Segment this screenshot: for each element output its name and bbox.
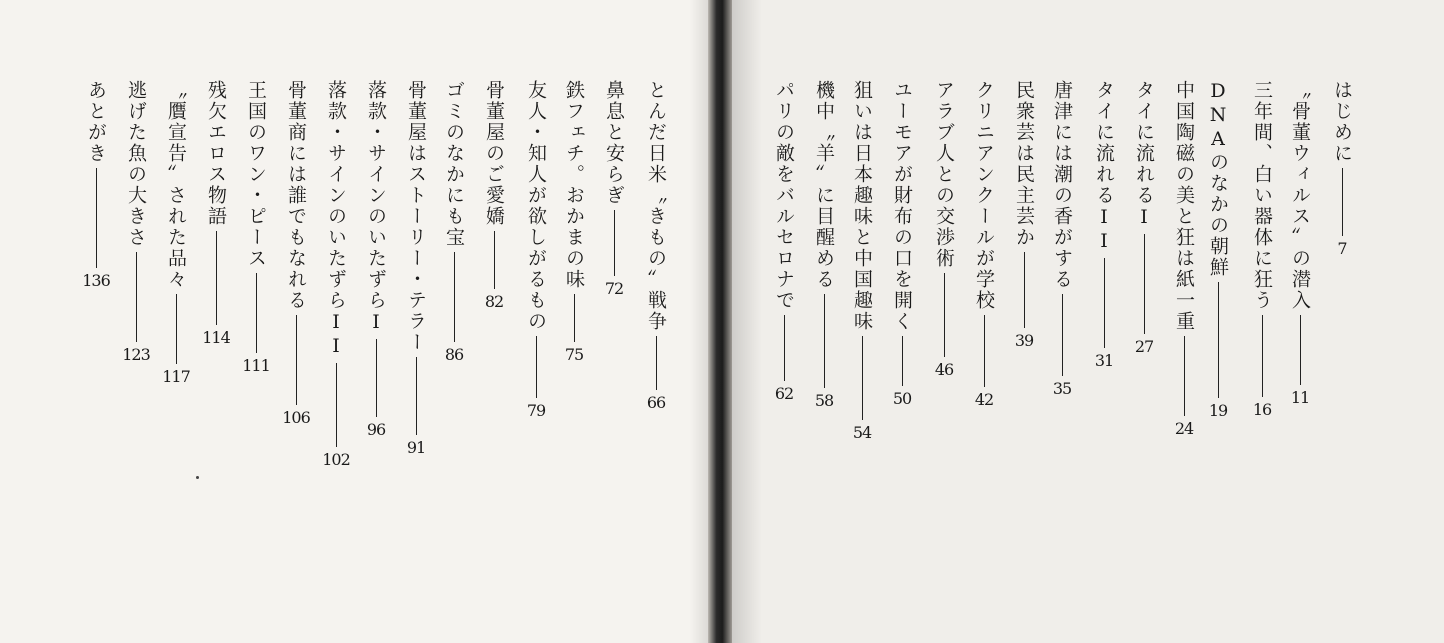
toc-entry xyxy=(520,80,552,420)
toc-entry xyxy=(280,80,312,427)
toc-entry-page: 82 xyxy=(484,292,504,311)
book-spine-gutter xyxy=(708,0,732,643)
toc-entry-page: 46 xyxy=(934,360,954,379)
toc-leader-line xyxy=(1218,282,1219,398)
toc-entry-page: 106 xyxy=(282,408,310,427)
toc-leader-line xyxy=(614,210,615,276)
toc-entry-page: 75 xyxy=(564,345,584,364)
toc-leader-line xyxy=(336,363,337,447)
toc-entry xyxy=(438,80,470,364)
toc-entry-page: 91 xyxy=(406,438,426,457)
toc-leader-line xyxy=(1144,234,1145,334)
toc-entry-title: 〝骨董ウィルス〟の潜入 xyxy=(1289,80,1311,311)
toc-leader-line xyxy=(1104,258,1105,348)
toc-leader-line xyxy=(536,336,537,398)
right-page xyxy=(732,0,1444,643)
toc-entry-title: 骨董屋はストーリー・テラー xyxy=(405,80,427,353)
toc-entry xyxy=(1008,80,1040,350)
toc-leader-line xyxy=(1184,336,1185,416)
toc-entry xyxy=(968,80,1000,409)
toc-leader-line xyxy=(574,294,575,342)
toc-entry-page: 66 xyxy=(646,393,666,412)
toc-leader-line xyxy=(784,315,785,381)
toc-entry-page: 19 xyxy=(1208,401,1228,420)
right-page-gutter-shadow xyxy=(732,0,762,643)
toc-entry xyxy=(768,80,800,403)
toc-entry xyxy=(1326,80,1358,258)
toc-leader-line xyxy=(296,315,297,405)
toc-entry-page: 54 xyxy=(852,423,872,442)
left-page xyxy=(0,0,708,643)
toc-entry-title: 民衆芸は民主芸か xyxy=(1013,80,1035,248)
toc-entry-title: 唐津には潮の香がする xyxy=(1051,80,1073,290)
toc-leader-line xyxy=(1024,252,1025,328)
toc-entry xyxy=(80,80,112,290)
left-page-gutter-shadow xyxy=(690,0,708,643)
toc-entry xyxy=(1284,80,1316,407)
toc-entry-page: 117 xyxy=(162,367,190,386)
toc-leader-line xyxy=(136,252,137,342)
toc-entry-title: とんだ日米〝きもの〟戦争 xyxy=(645,80,667,332)
toc-entry-title: 骨董屋のご愛嬌 xyxy=(483,80,505,227)
toc-entry-title: パリの敵をバルセロナで xyxy=(773,80,795,311)
toc-entry-title: 三年間、白い器体に狂う xyxy=(1251,80,1273,311)
toc-entry-title: 友人・知人が欲しがるもの xyxy=(525,80,547,332)
toc-entry xyxy=(598,80,630,298)
toc-entry xyxy=(240,80,272,375)
toc-entry xyxy=(640,80,672,412)
toc-entry xyxy=(160,80,192,386)
toc-entry xyxy=(200,80,232,347)
toc-leader-line xyxy=(454,252,455,342)
toc-entry-title: DNAのなかの朝鮮 xyxy=(1207,80,1229,278)
toc-entry-title: 機中〝羊〟に目醒める xyxy=(813,80,835,290)
toc-entry xyxy=(360,80,392,439)
toc-entry-title: 骨董商には誰でもなれる xyxy=(285,80,307,311)
toc-leader-line xyxy=(96,168,97,268)
toc-entry-title: 中国陶磁の美と狂は紙一重 xyxy=(1173,80,1195,332)
toc-leader-line xyxy=(656,336,657,390)
toc-leader-line xyxy=(1262,315,1263,397)
toc-entry-title: はじめに xyxy=(1331,80,1353,164)
toc-entry xyxy=(1046,80,1078,398)
toc-entry xyxy=(886,80,918,408)
toc-leader-line xyxy=(902,336,903,386)
toc-entry xyxy=(1088,80,1120,370)
toc-entry-title: クリニアンクールが学校 xyxy=(973,80,995,311)
toc-entry xyxy=(320,80,352,469)
toc-entry xyxy=(400,80,432,457)
toc-entry-title: タイに流れるII xyxy=(1093,80,1115,254)
toc-entry xyxy=(928,80,960,379)
toc-entry-page: 42 xyxy=(974,390,994,409)
toc-entry xyxy=(1128,80,1160,356)
toc-entry-title: 〝贋宣告〟された品々 xyxy=(165,80,187,290)
toc-entry-page: 62 xyxy=(774,384,794,403)
toc-entry xyxy=(808,80,840,410)
toc-entry-title: 狙いは日本趣味と中国趣味 xyxy=(851,80,873,332)
toc-leader-line xyxy=(1342,168,1343,236)
toc-entry-title: ユーモアが財布の口を開く xyxy=(891,80,913,332)
toc-entry-title: 落款・サインのいたずらI xyxy=(365,80,387,335)
toc-entry-page: 72 xyxy=(604,279,624,298)
toc-entry-title: ゴミのなかにも宝 xyxy=(443,80,465,248)
toc-leader-line xyxy=(494,231,495,289)
toc-entry xyxy=(846,80,878,442)
toc-entry-page: 79 xyxy=(526,401,546,420)
toc-entry-page: 11 xyxy=(1290,388,1310,407)
toc-entry-page: 24 xyxy=(1174,419,1194,438)
paper-speck xyxy=(196,476,199,479)
toc-entry-title: タイに流れるI xyxy=(1133,80,1155,230)
toc-entry-title: 鉄フェチ。おかまの味 xyxy=(563,80,585,290)
toc-entry-page: 31 xyxy=(1094,351,1114,370)
toc-entry-page: 102 xyxy=(322,450,350,469)
toc-entry xyxy=(1246,80,1278,419)
toc-entry-page: 136 xyxy=(82,271,110,290)
toc-entry-page: 111 xyxy=(242,356,270,375)
toc-leader-line xyxy=(1062,294,1063,376)
toc-entry-page: 39 xyxy=(1014,331,1034,350)
toc-leader-line xyxy=(256,273,257,353)
toc-leader-line xyxy=(824,294,825,388)
toc-entry-title: 逃げた魚の大きさ xyxy=(125,80,147,248)
toc-entry-page: 96 xyxy=(366,420,386,439)
toc-leader-line xyxy=(176,294,177,364)
toc-entry xyxy=(120,80,152,364)
toc-entry-page: 86 xyxy=(444,345,464,364)
toc-entry-title: 鼻息と安らぎ xyxy=(603,80,625,206)
toc-entry xyxy=(478,80,510,311)
toc-leader-line xyxy=(216,231,217,325)
toc-leader-line xyxy=(984,315,985,387)
toc-entry-title: アラブ人との交渉術 xyxy=(933,80,955,269)
toc-leader-line xyxy=(376,339,377,417)
toc-entry-page: 16 xyxy=(1252,400,1272,419)
toc-leader-line xyxy=(416,357,417,435)
toc-entry-page: 114 xyxy=(202,328,230,347)
toc-entry-page: 35 xyxy=(1052,379,1072,398)
toc-leader-line xyxy=(944,273,945,357)
toc-entry xyxy=(1202,80,1234,420)
toc-entry-page: 58 xyxy=(814,391,834,410)
toc-entry-title: 王国のワン・ピース xyxy=(245,80,267,269)
toc-leader-line xyxy=(862,336,863,420)
toc-entry-title: 残欠エロス物語 xyxy=(205,80,227,227)
toc-entry-title: あとがき xyxy=(85,80,107,164)
toc-entry xyxy=(1168,80,1200,438)
toc-leader-line xyxy=(1300,315,1301,385)
toc-entry-page: 50 xyxy=(892,389,912,408)
toc-entry xyxy=(558,80,590,364)
toc-entry-page: 27 xyxy=(1134,337,1154,356)
toc-entry-page: 123 xyxy=(122,345,150,364)
toc-entry-page: 7 xyxy=(1337,239,1347,258)
toc-entry-title: 落款・サインのいたずらII xyxy=(325,80,347,359)
